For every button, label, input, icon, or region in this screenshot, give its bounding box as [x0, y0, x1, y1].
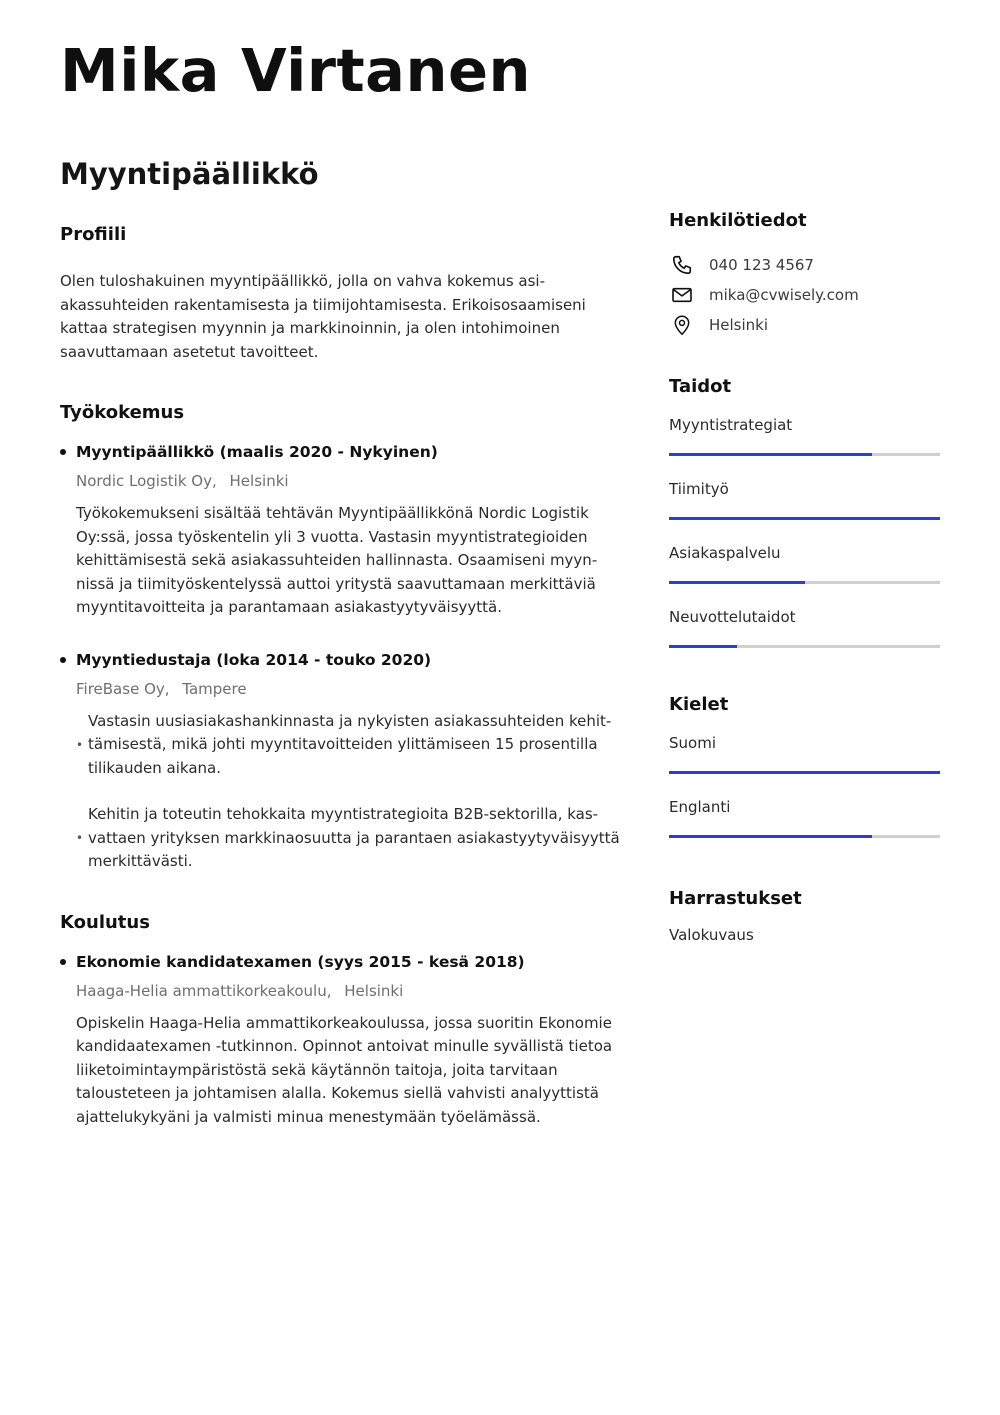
language-level-bar — [669, 835, 940, 838]
bullet-text: Vastasin uusiasiakashankinnasta ja nykyisten asiakassuhteiden kehittämisestä, mikä johti myyntitavoitteiden ylittämiseen 15 prosentilla tilikauden aikana. — [88, 711, 612, 777]
contact-phone — [669, 250, 941, 280]
experience-heading: Työkokemus — [60, 402, 185, 423]
languages-heading: Kielet — [669, 694, 729, 715]
experience-section — [60, 400, 630, 874]
contact-email — [669, 280, 941, 310]
small-bullet-icon: • — [76, 831, 84, 846]
skills-section — [669, 374, 941, 670]
profile-text: Olen tuloshakuinen myyntipäällikkö, jolla on vahva kokemus asiakassuhteiden rakentamisesta ja tiimijohtamisesta. Erikoisosaamiseni kattaa strategisen myynnin ja markkinoinnin, ja olen intohimoinen saavuttamaan asetetut tavoitteet. — [60, 272, 586, 361]
skill-name: Asiakaspalvelu — [669, 544, 781, 562]
education-location: Helsinki — [344, 981, 404, 1000]
language-level-bar — [669, 771, 940, 774]
experience-bullets — [76, 710, 630, 874]
profile-section — [60, 222, 630, 364]
education-title: Ekonomie kandidatexamen (syys 2015 - kesä 2018) — [76, 952, 525, 971]
skill-name: Tiimityö — [669, 480, 729, 498]
language-level-fill — [669, 771, 940, 774]
skill-level-fill — [669, 453, 872, 456]
phone-icon — [669, 253, 695, 277]
skills-heading: Taidot — [669, 376, 732, 397]
language-level-fill — [669, 835, 872, 838]
experience-entry — [60, 648, 630, 874]
small-bullet-icon: • — [76, 737, 84, 752]
skill-level-fill — [669, 517, 940, 520]
skill-item — [669, 414, 941, 478]
languages-section — [669, 692, 941, 860]
hobby-item: Valokuvaus — [669, 926, 754, 944]
language-item — [669, 732, 941, 796]
skill-item — [669, 606, 941, 670]
education-entry — [60, 950, 630, 1130]
bullet-dot-icon — [60, 449, 66, 455]
experience-title: Myyntiedustaja (loka 2014 - touko 2020) — [76, 650, 432, 669]
hobbies-heading: Harrastukset — [669, 888, 802, 909]
city: Helsinki — [709, 316, 769, 334]
sidebar — [669, 208, 941, 944]
experience-location: Helsinki — [229, 472, 289, 490]
skill-item — [669, 478, 941, 542]
skill-level-bar — [669, 645, 940, 648]
experience-title: Myyntipäällikkö (maalis 2020 - Nykyinen) — [76, 443, 438, 461]
skill-level-fill — [669, 645, 737, 648]
language-item — [669, 796, 941, 860]
experience-company: FireBase Oy, — [76, 679, 170, 698]
personal-section — [669, 208, 941, 340]
candidate-name: Mika Virtanen — [60, 36, 532, 105]
experience-entry — [60, 440, 630, 620]
list-item — [76, 803, 630, 874]
job-title: Myyntipäällikkö — [60, 157, 319, 191]
education-school: Haaga-Helia ammattikorkeakoulu, — [76, 981, 332, 1000]
experience-company: Nordic Logistik Oy, — [76, 472, 217, 490]
education-description: Opiskelin Haaga-Helia ammattikorkeakoulussa, jossa suoritin Ekonomie kandidaatexamen -tutkinnon. Opinnot antoivat minulle syvällistä tietoa liiketoimintaympäristöstä sekä käytännön taitoja, joita tarvitaan talousteteen ja johtamisen alalla. Kokemus siellä vahvisti analyyttistä ajattelukykyäni ja valmisti minua menestymään työelämässä. — [76, 1013, 613, 1126]
skill-name: Neuvottelutaidot — [669, 608, 796, 626]
skill-item — [669, 542, 941, 606]
profile-heading: Profiili — [60, 224, 127, 245]
hobbies-section — [669, 886, 941, 944]
experience-location: Tampere — [182, 679, 247, 698]
mail-icon — [669, 283, 695, 307]
list-item — [76, 710, 630, 781]
bullet-dot-icon — [60, 959, 66, 965]
email-address: mika@cvwisely.com — [709, 286, 859, 304]
skill-level-fill — [669, 581, 805, 584]
main-column — [60, 222, 630, 1129]
personal-heading: Henkilötiedot — [669, 210, 807, 231]
location-pin-icon — [669, 313, 695, 337]
phone-number: 040 123 4567 — [709, 256, 814, 274]
bullet-text: Kehitin ja toteutin tehokkaita myyntistrategioita B2B-sektorilla, kasvattaen yrityksen markkinaosuutta ja parantaen asiakastyytyväisyyttä merkittävästi. — [88, 805, 620, 870]
experience-description: Työkokemukseni sisältää tehtävän Myyntipäällikkönä Nordic Logistik Oy:ssä, jossa työskentelin yli 3 vuotta. Vastasin myyntistrategioiden kehittämisestä sekä asiakassuhteiden hallinnasta. Osaamiseni myynnissä ja tiimityöskentelyssä auttoi yritystä saavuttamaan merkittäviä myyntitavoitteita ja parantamaan asiakastyytyväisyyttä. — [76, 504, 598, 616]
language-name: Suomi — [669, 734, 716, 752]
skill-name: Myyntistrategiat — [669, 416, 793, 434]
contact-city — [669, 310, 941, 340]
skill-level-bar — [669, 453, 940, 456]
education-section — [60, 910, 630, 1130]
bullet-dot-icon — [60, 657, 66, 663]
skill-level-bar — [669, 581, 940, 584]
skill-level-bar — [669, 517, 940, 520]
education-heading: Koulutus — [60, 911, 150, 933]
language-name: Englanti — [669, 798, 731, 816]
